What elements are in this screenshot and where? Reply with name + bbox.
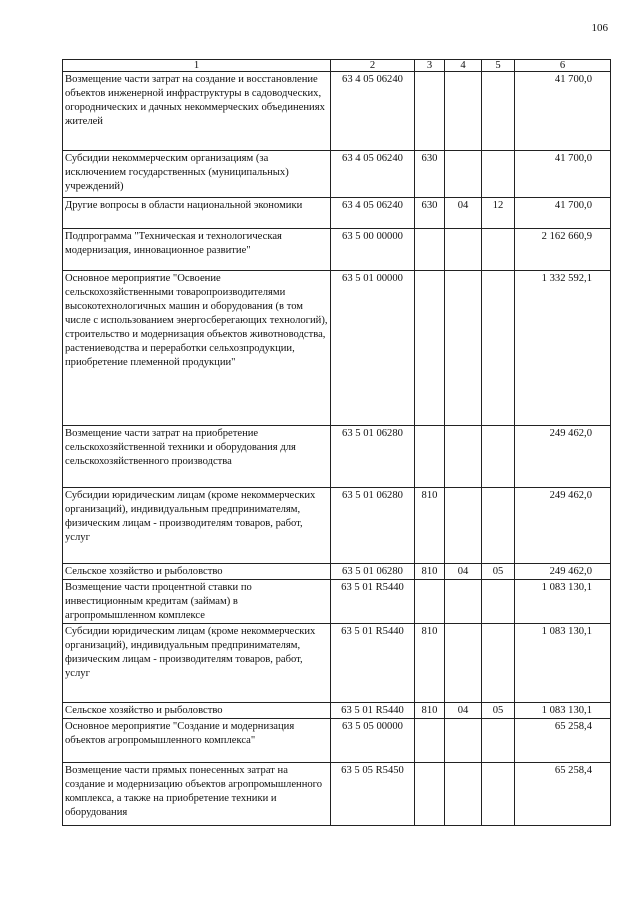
table-row xyxy=(63,703,611,719)
row-code-cell: 63 5 01 R5440 xyxy=(331,624,415,703)
row-rz-cell xyxy=(445,151,482,198)
row-name-cell: Сельское хозяйство и рыболовство xyxy=(63,703,331,719)
row-code-cell: 63 4 05 06240 xyxy=(331,72,415,151)
row-name-cell: Сельское хозяйство и рыболовство xyxy=(63,564,331,580)
table-row xyxy=(63,198,611,229)
row-pr-cell xyxy=(482,72,515,151)
budget-table xyxy=(62,59,611,826)
row-amount-cell: 41 700,0 xyxy=(515,72,611,151)
row-pr-cell xyxy=(482,580,515,624)
row-amount-cell: 249 462,0 xyxy=(515,426,611,488)
row-code-cell: 63 5 01 R5440 xyxy=(331,703,415,719)
row-vr-cell xyxy=(415,763,445,826)
row-code-cell: 63 5 01 06280 xyxy=(331,488,415,564)
row-amount-cell: 41 700,0 xyxy=(515,198,611,229)
row-pr-cell xyxy=(482,229,515,271)
row-vr-cell: 630 xyxy=(415,151,445,198)
row-code-cell: 63 4 05 06240 xyxy=(331,198,415,229)
row-vr-cell xyxy=(415,229,445,271)
table-row xyxy=(63,426,611,488)
row-rz-cell xyxy=(445,271,482,426)
column-header: 3 xyxy=(415,60,445,72)
row-vr-cell: 810 xyxy=(415,564,445,580)
column-header: 2 xyxy=(331,60,415,72)
table-row xyxy=(63,229,611,271)
row-name-cell: Основное мероприятие "Создание и модернизация объектов агропромышленного комплекса" xyxy=(63,719,331,763)
row-rz-cell: 04 xyxy=(445,564,482,580)
row-amount-cell: 2 162 660,9 xyxy=(515,229,611,271)
table-header-row xyxy=(63,60,611,72)
row-vr-cell: 810 xyxy=(415,703,445,719)
row-rz-cell xyxy=(445,426,482,488)
row-name-cell: Основное мероприятие "Освоение сельскохозяйственными товаропроизводителями высокотехнологичных машин и оборудования (в том числе с использованием энергосберегающих технологий), строительство и модернизация объектов животноводства, растениеводства и переработки сельхозпродукции, приобретение племенной продукции" xyxy=(63,271,331,426)
row-pr-cell xyxy=(482,624,515,703)
table-row xyxy=(63,719,611,763)
row-vr-cell: 810 xyxy=(415,488,445,564)
row-name-cell: Другие вопросы в области национальной экономики xyxy=(63,198,331,229)
row-code-cell: 63 5 01 06280 xyxy=(331,564,415,580)
row-vr-cell xyxy=(415,271,445,426)
row-amount-cell: 249 462,0 xyxy=(515,488,611,564)
row-amount-cell: 249 462,0 xyxy=(515,564,611,580)
row-rz-cell: 04 xyxy=(445,703,482,719)
row-amount-cell: 1 083 130,1 xyxy=(515,580,611,624)
row-vr-cell xyxy=(415,72,445,151)
row-vr-cell xyxy=(415,426,445,488)
column-header: 1 xyxy=(63,60,331,72)
table-row xyxy=(63,624,611,703)
table-row xyxy=(63,271,611,426)
row-rz-cell xyxy=(445,229,482,271)
row-amount-cell: 41 700,0 xyxy=(515,151,611,198)
row-name-cell: Возмещение части затрат на приобретение сельскохозяйственной техники и оборудования для сельскохозяйственного производства xyxy=(63,426,331,488)
row-code-cell: 63 5 00 00000 xyxy=(331,229,415,271)
row-pr-cell: 05 xyxy=(482,564,515,580)
row-rz-cell xyxy=(445,624,482,703)
row-pr-cell xyxy=(482,719,515,763)
table-row xyxy=(63,763,611,826)
row-rz-cell xyxy=(445,719,482,763)
row-rz-cell: 04 xyxy=(445,198,482,229)
row-amount-cell: 1 332 592,1 xyxy=(515,271,611,426)
row-rz-cell xyxy=(445,72,482,151)
row-rz-cell xyxy=(445,580,482,624)
row-pr-cell xyxy=(482,426,515,488)
row-name-cell: Возмещение части затрат на создание и восстановление объектов инженерной инфраструктуры в садоводческих, огороднических и дачных некоммерческих объединениях жителей xyxy=(63,72,331,151)
row-pr-cell: 12 xyxy=(482,198,515,229)
row-name-cell: Субсидии юридическим лицам (кроме некоммерческих организаций), индивидуальным предпринимателям, физическим лицам - производителям товаров, работ, услуг xyxy=(63,624,331,703)
row-amount-cell: 65 258,4 xyxy=(515,763,611,826)
table-row xyxy=(63,72,611,151)
row-amount-cell: 1 083 130,1 xyxy=(515,624,611,703)
row-amount-cell: 65 258,4 xyxy=(515,719,611,763)
row-pr-cell xyxy=(482,151,515,198)
row-name-cell: Возмещение части прямых понесенных затрат на создание и модернизацию объектов агропромышленного комплекса, а также на приобретение техники и оборудования xyxy=(63,763,331,826)
row-name-cell: Подпрограмма "Техническая и технологическая модернизация, инновационное развитие" xyxy=(63,229,331,271)
column-header: 6 xyxy=(515,60,611,72)
table-row xyxy=(63,488,611,564)
row-code-cell: 63 5 01 06280 xyxy=(331,426,415,488)
row-code-cell: 63 5 01 R5440 xyxy=(331,580,415,624)
row-vr-cell: 810 xyxy=(415,624,445,703)
row-vr-cell: 630 xyxy=(415,198,445,229)
row-vr-cell xyxy=(415,719,445,763)
table-row xyxy=(63,151,611,198)
row-amount-cell: 1 083 130,1 xyxy=(515,703,611,719)
row-pr-cell xyxy=(482,271,515,426)
row-pr-cell xyxy=(482,763,515,826)
row-pr-cell: 05 xyxy=(482,703,515,719)
row-pr-cell xyxy=(482,488,515,564)
row-rz-cell xyxy=(445,763,482,826)
page-number: 106 xyxy=(591,22,608,34)
column-header: 5 xyxy=(482,60,515,72)
row-code-cell: 63 5 05 00000 xyxy=(331,719,415,763)
table-row xyxy=(63,580,611,624)
row-code-cell: 63 5 05 R5450 xyxy=(331,763,415,826)
row-code-cell: 63 4 05 06240 xyxy=(331,151,415,198)
row-name-cell: Субсидии некоммерческим организациям (за исключением государственных (муниципальных) учреждений) xyxy=(63,151,331,198)
column-header: 4 xyxy=(445,60,482,72)
row-vr-cell xyxy=(415,580,445,624)
row-rz-cell xyxy=(445,488,482,564)
row-name-cell: Возмещение части процентной ставки по инвестиционным кредитам (займам) в агропромышленном комплексе xyxy=(63,580,331,624)
row-name-cell: Субсидии юридическим лицам (кроме некоммерческих организаций), индивидуальным предпринимателям, физическим лицам - производителям товаров, работ, услуг xyxy=(63,488,331,564)
row-code-cell: 63 5 01 00000 xyxy=(331,271,415,426)
table-row xyxy=(63,564,611,580)
